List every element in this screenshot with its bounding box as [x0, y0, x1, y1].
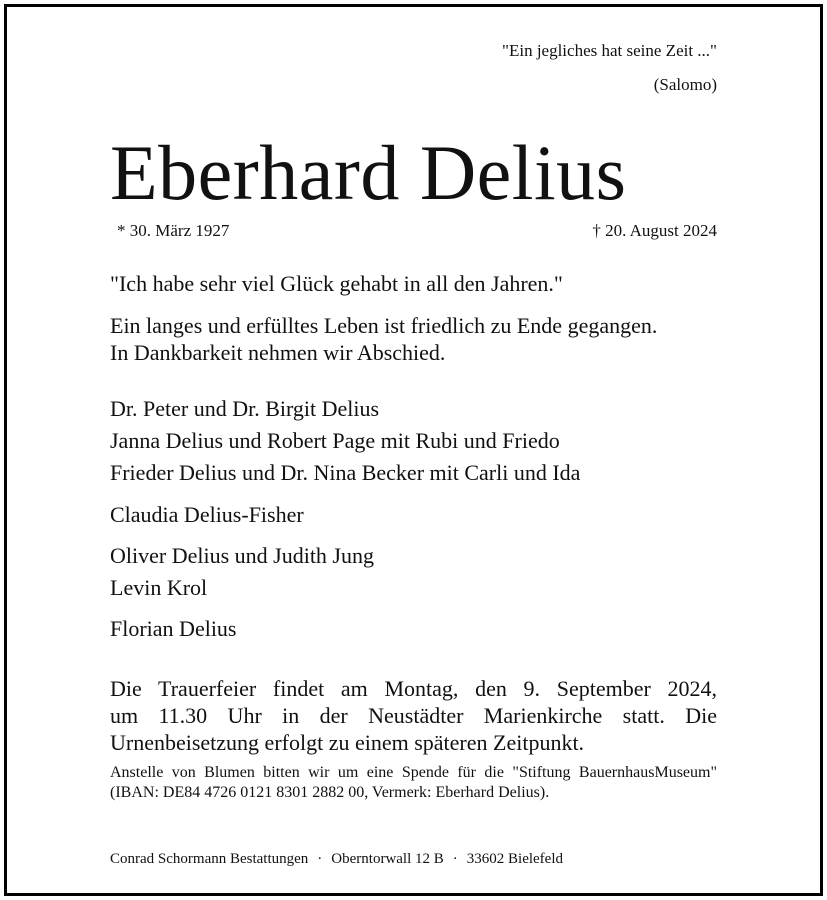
- mourner-1: Dr. Peter und Dr. Birgit Delius: [110, 396, 380, 421]
- footer-city: 33602 Bielefeld: [466, 851, 564, 867]
- ceremony-line-1: Die Trauerfeier findet am Montag, den 9. September 2024,: [110, 676, 717, 701]
- quote: "Ich habe sehr viel Glück gehabt in all den Jahren.": [110, 271, 563, 296]
- mourner-5: Oliver Delius und Judith Jung: [110, 543, 374, 568]
- motto-quote: "Ein jegliches hat seine Zeit ...": [502, 41, 717, 60]
- mourner-7: Florian Delius: [110, 616, 237, 641]
- farewell-line-1: Ein langes und erfülltes Leben ist friedlich zu Ende gegangen.: [110, 313, 658, 338]
- donation-request: Anstelle von Blumen bitten wir um eine Spende für die "Stiftung BauernhausMuseum" (IBAN: DE84 4726 0121 8301 2882 00, Vermerk: Eberhard Delius).: [110, 764, 717, 801]
- mourner-6: Levin Krol: [110, 575, 208, 600]
- deceased-name: Eberhard Delius: [110, 129, 627, 216]
- farewell-line-2: In Dankbarkeit nehmen wir Abschied.: [110, 340, 446, 365]
- footer-company: Conrad Schormann Bestattungen: [110, 851, 309, 867]
- footer-separator: ·: [317, 851, 323, 867]
- motto-source: (Salomo): [653, 75, 717, 94]
- mourner-3: Frieder Delius und Dr. Nina Becker mit Carli und Ida: [110, 460, 581, 485]
- footer-street: Oberntorwall 12 B: [331, 851, 444, 867]
- birth-date: * 30. März 1927: [117, 221, 230, 240]
- mourner-4: Claudia Delius-Fisher: [110, 502, 304, 527]
- mourner-2: Janna Delius und Robert Page mit Rubi und Friedo: [110, 428, 560, 453]
- funeral-home-footer: [110, 851, 563, 868]
- footer-separator: ·: [452, 851, 458, 867]
- ceremony-line-2: um 11.30 Uhr in der Neustädter Marienkirche statt. Die: [110, 703, 717, 728]
- ceremony-line-3: Urnenbeisetzung erfolgt zu einem späteren Zeitpunkt.: [110, 730, 585, 755]
- death-date: † 20. August 2024: [592, 221, 717, 240]
